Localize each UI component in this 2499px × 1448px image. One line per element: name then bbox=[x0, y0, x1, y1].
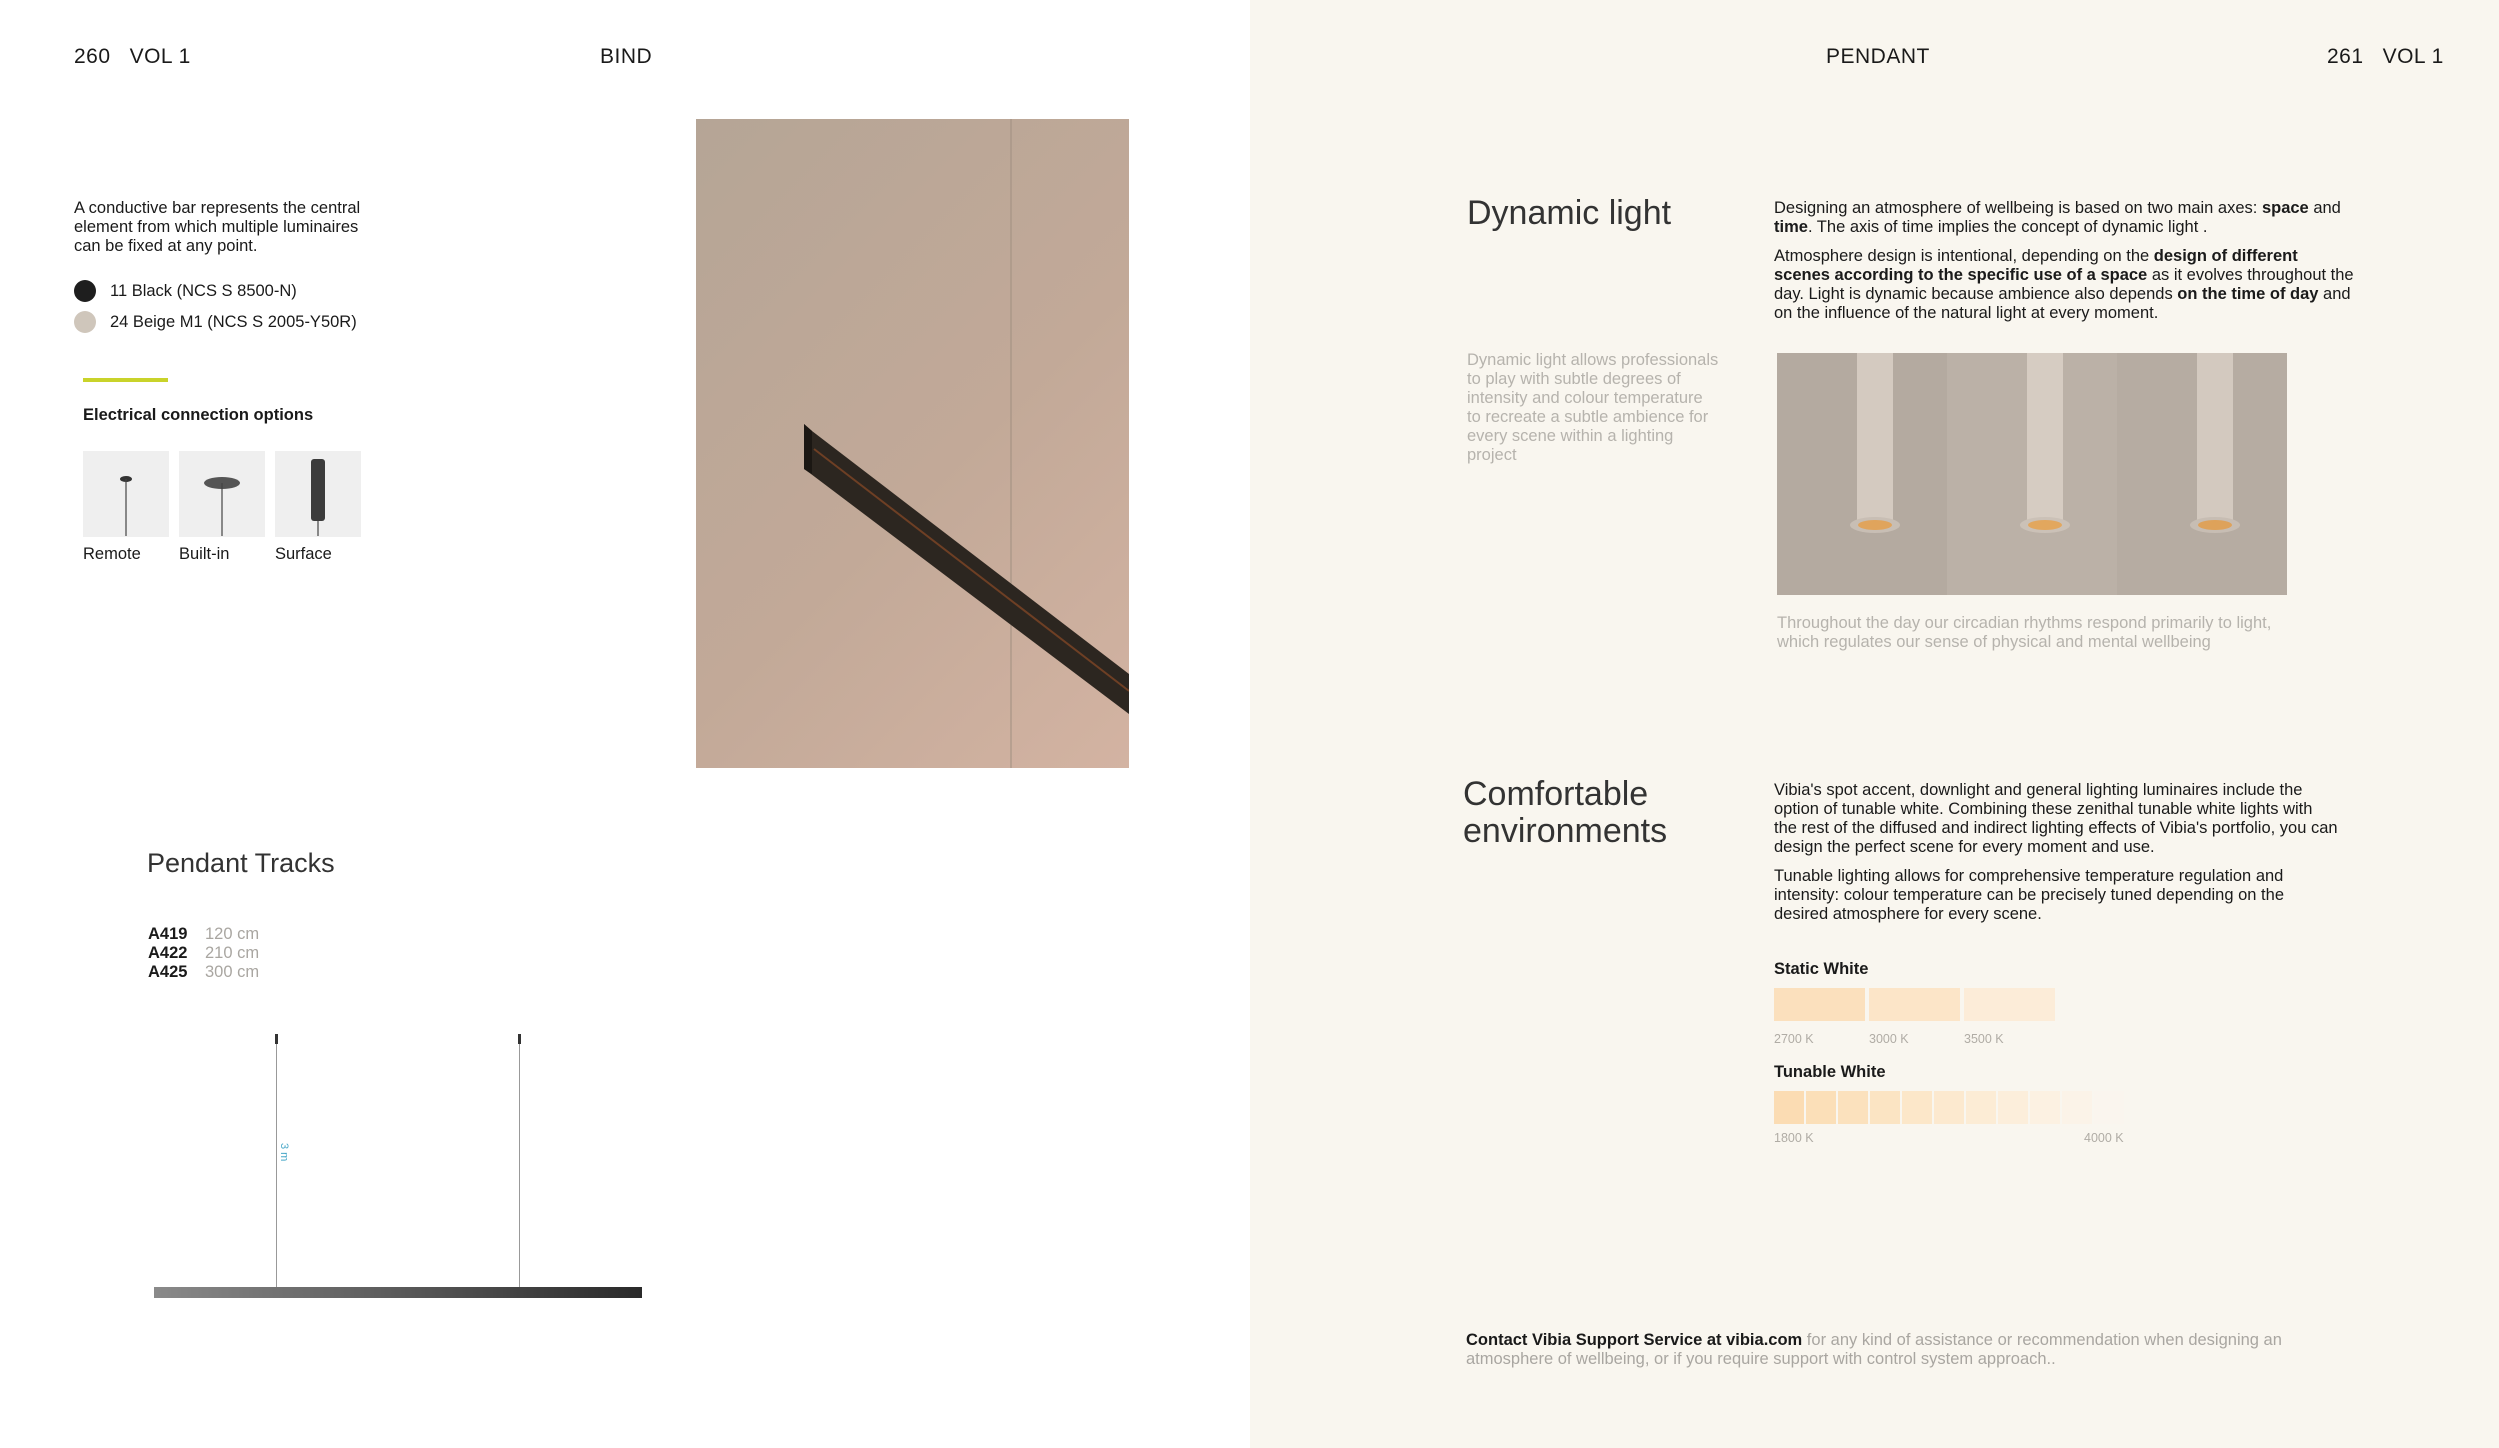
page-number: 260 bbox=[74, 45, 111, 68]
body-text: and bbox=[2308, 199, 2341, 217]
tunable-swatch bbox=[2062, 1091, 2092, 1124]
track-row bbox=[148, 944, 259, 963]
kelvin-label: 2700 K bbox=[1774, 1032, 1814, 1046]
tunable-min-label: 1800 K bbox=[1774, 1131, 1814, 1145]
emphasis-text: time bbox=[1774, 218, 1808, 236]
emphasis-text: space bbox=[2261, 199, 2309, 217]
tunable-swatch bbox=[1806, 1091, 1836, 1124]
emphasis-text: on the time of day bbox=[2177, 285, 2319, 303]
left-page-number-block bbox=[74, 45, 191, 69]
body-text: . The axis of time implies the concept of dynamic light . bbox=[1807, 218, 2208, 236]
tunable-swatch bbox=[1902, 1091, 1932, 1124]
tunable-swatch bbox=[1998, 1091, 2028, 1124]
tunable-swatch bbox=[1966, 1091, 1996, 1124]
page-number: 261 bbox=[2327, 45, 2364, 68]
track-length: 300 cm bbox=[205, 963, 260, 981]
builtin-connection-icon bbox=[179, 451, 265, 537]
tunable-swatch bbox=[1870, 1091, 1900, 1124]
tunable-swatch bbox=[2094, 1091, 2124, 1124]
static-swatch bbox=[1774, 988, 1865, 1046]
static-swatch bbox=[1869, 988, 1960, 1046]
comfortable-title-line-2: environments bbox=[1463, 812, 1668, 850]
static-white-swatches bbox=[1774, 988, 2055, 1046]
technical-drawing bbox=[150, 1030, 650, 1305]
dynamic-sidenote: Dynamic light allows professionals to play with subtle degrees of intensity and colour temperature to recreate a subtle ambience for every scene within a lighting project bbox=[1467, 351, 1719, 464]
connection-options bbox=[83, 451, 361, 564]
connection-label: Surface bbox=[275, 545, 332, 563]
tracks-title: Pendant Tracks bbox=[147, 848, 335, 878]
track-code: A419 bbox=[148, 925, 188, 943]
accent-line bbox=[83, 378, 168, 382]
dynamic-light-body bbox=[1774, 199, 2354, 323]
track-length: 120 cm bbox=[205, 925, 260, 943]
dimension-label: 3 m bbox=[278, 1143, 290, 1162]
tracks-list bbox=[148, 925, 259, 982]
right-page bbox=[1250, 0, 2499, 1448]
comfortable-title-line-1: Comfortable bbox=[1463, 775, 1649, 813]
track-length: 210 cm bbox=[205, 944, 260, 962]
body-text: Atmosphere design is intentional, depending on the bbox=[1774, 247, 2154, 265]
surface-connection-icon bbox=[275, 451, 361, 537]
static-swatch bbox=[1964, 988, 2055, 1046]
finish-label: 11 Black (NCS S 8500-N) bbox=[110, 281, 297, 300]
body-text: Designing an atmosphere of wellbeing is based on two main axes: bbox=[1774, 199, 2262, 217]
tunable-swatch bbox=[2030, 1091, 2060, 1124]
body-text: and on the influence of the natural light at every moment. bbox=[1774, 285, 2351, 322]
finishes bbox=[74, 280, 357, 333]
contact-text: for any kind of assistance or recommendation when designing an atmosphere of wellbeing, or if you require support with control system approach.. bbox=[1466, 1331, 2282, 1368]
intro-text: A conductive bar represents the central element from which multiple luminaires can be fixed at any point. bbox=[74, 199, 361, 255]
tunable-swatch bbox=[1838, 1091, 1868, 1124]
contact-link-text: Contact Vibia Support Service at vibia.com bbox=[1466, 1331, 1803, 1349]
connection-option-builtin bbox=[179, 451, 265, 564]
emphasis-text: design of different scenes according to the specific use of a space bbox=[1774, 247, 2298, 284]
tunable-white-title: Tunable White bbox=[1774, 1063, 1886, 1081]
tunable-swatch bbox=[1934, 1091, 1964, 1124]
connection-label: Built-in bbox=[179, 545, 230, 563]
dynamic-paragraph-2 bbox=[1774, 247, 2354, 323]
dynamic-light-title: Dynamic light bbox=[1467, 194, 1672, 232]
comfortable-paragraph-2: Tunable lighting allows for comprehensive temperature regulation and intensity: colour temperature can be precisely tuned depending on the desired atmosphere for every scene. bbox=[1774, 867, 2284, 923]
finish-item bbox=[74, 311, 357, 333]
track-code: A422 bbox=[148, 944, 188, 962]
product-photo bbox=[696, 119, 1129, 768]
comfortable-paragraph-1: Vibia's spot accent, downlight and general lighting luminaires include the option of tunable white. Combining these zenithal tunable white lights with the rest of the diffused and indirect lighting effects of Vibia's portfolio, you can design the perfect scene for every moment and use. bbox=[1774, 781, 2338, 856]
photo-caption: Throughout the day our circadian rhythms respond primarily to light, which regulates our sense of physical and mental wellbeing bbox=[1777, 614, 2272, 651]
kelvin-label: 3000 K bbox=[1869, 1032, 1909, 1046]
connection-label: Remote bbox=[83, 545, 141, 563]
section-title: BIND bbox=[600, 45, 653, 68]
track-code: A425 bbox=[148, 963, 188, 981]
finish-item bbox=[74, 280, 357, 302]
finishes-list bbox=[74, 280, 357, 342]
remote-connection-icon bbox=[83, 451, 169, 537]
finish-swatch bbox=[74, 280, 96, 302]
tunable-max-label: 4000 K bbox=[2084, 1131, 2124, 1145]
tunable-white-swatches bbox=[1774, 1091, 2124, 1124]
comfortable-title bbox=[1463, 776, 1667, 850]
section-title: PENDANT bbox=[1826, 45, 1930, 68]
volume-label: VOL 1 bbox=[129, 45, 191, 68]
finish-label: 24 Beige M1 (NCS S 2005-Y50R) bbox=[110, 312, 357, 331]
static-white-title: Static White bbox=[1774, 960, 1869, 978]
pendant-lights-graphic bbox=[1777, 353, 2287, 595]
pendant-track-photo-graphic bbox=[696, 119, 1129, 768]
connection-option-surface bbox=[275, 451, 361, 564]
pendant-photo bbox=[1777, 353, 2287, 595]
comfortable-body bbox=[1774, 781, 2339, 924]
kelvin-label: 3500 K bbox=[1964, 1032, 2004, 1046]
dynamic-paragraph-1 bbox=[1774, 199, 2354, 237]
body-text: as it evolves throughout the day. Light is dynamic because ambience also depends bbox=[1774, 266, 2354, 303]
electrical-title: Electrical connection options bbox=[83, 406, 314, 424]
right-page-number-block bbox=[2327, 45, 2444, 69]
track-row bbox=[148, 963, 259, 982]
track-drawing bbox=[150, 1030, 650, 1305]
volume-label: VOL 1 bbox=[2382, 45, 2444, 68]
connection-option-remote bbox=[83, 451, 169, 564]
tunable-swatch bbox=[1774, 1091, 1804, 1124]
contact-note bbox=[1466, 1331, 2286, 1369]
finish-swatch bbox=[74, 311, 96, 333]
track-row bbox=[148, 925, 259, 944]
